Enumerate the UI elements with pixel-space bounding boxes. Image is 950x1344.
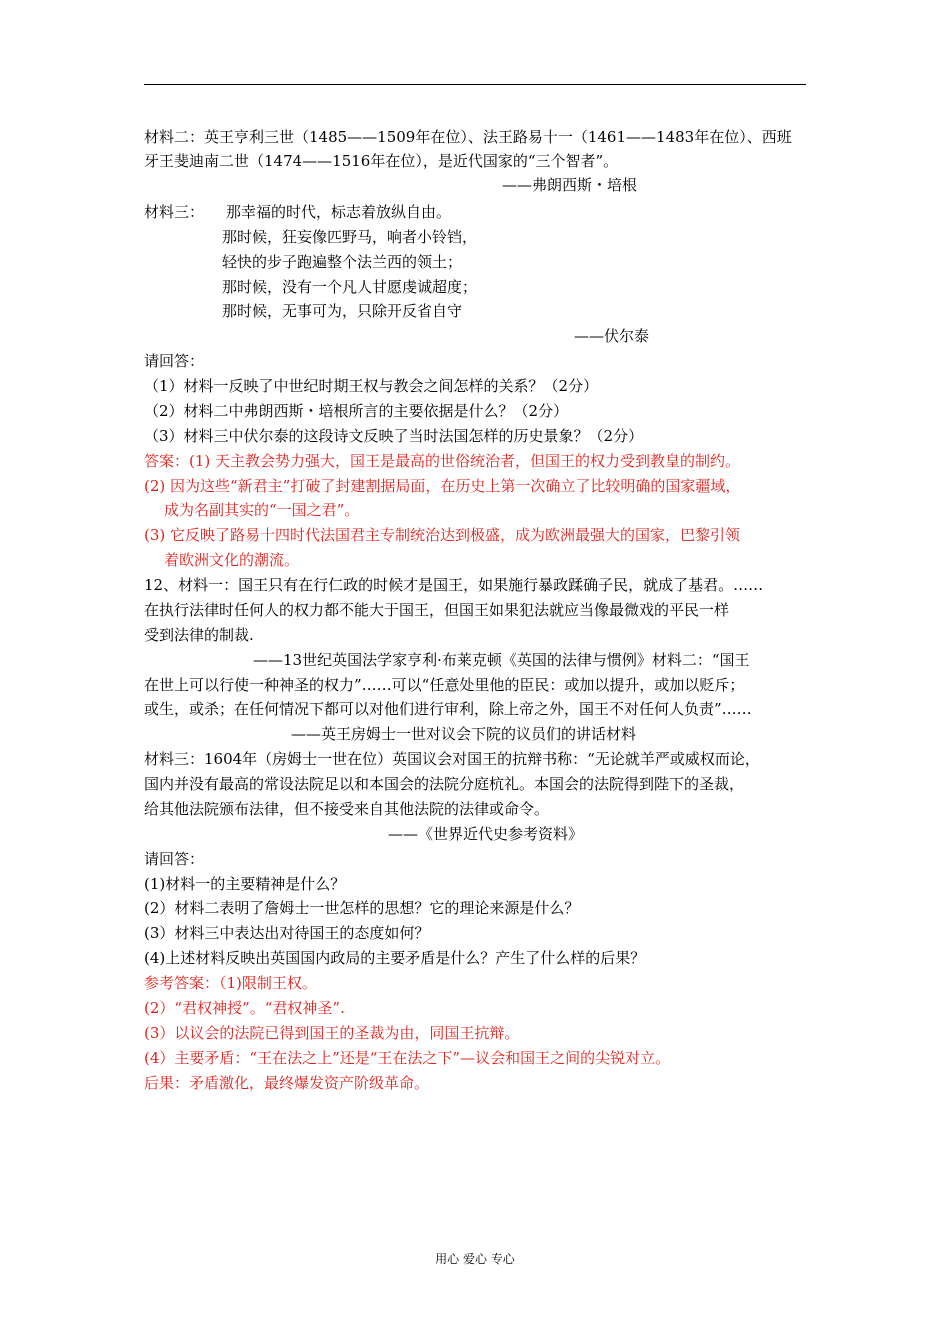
poem-line-4: 那时候，没有一个凡人甘愿虔诚超度； xyxy=(222,278,478,296)
q12-material-two-line-1: ——13世纪英国法学家亨利·布莱克顿《英国的法律与惯例》材料二：“国王 xyxy=(253,651,750,669)
please-answer-1: 请回答： xyxy=(144,352,205,370)
q12-material-three-line-2: 国内并没有最高的常设法院足以和本国会的法院分庭杭礼。本国会的法院得到陛下的圣裁， xyxy=(144,775,745,793)
question-1-2: （2）材料二中弗朗西斯・培根所言的主要依据是什么？（2分） xyxy=(144,402,569,420)
question-1-3: （3）材料三中伏尔泰的这段诗文反映了当时法国怎样的历史景象？（2分） xyxy=(144,427,644,445)
poem-line-2: 那时候，狂妄像匹野马，响者小铃铛， xyxy=(222,228,478,246)
question-12-4: (4)上述材料反映出英国国内政局的主要矛盾是什么？产生了什么样的后果？ xyxy=(144,949,646,967)
question-1-1: （1）材料一反映了中世纪时期王权与教会之间怎样的关系？（2分） xyxy=(144,377,599,395)
answer-1-3-line-1: (3) 它反映了路易十四时代法国君主专制统治达到极盛，成为欧洲最强大的国家，巴黎引领 xyxy=(144,526,741,544)
poem-line-1: 那幸福的时代，标志着放纵自由。 xyxy=(226,203,452,221)
q12-material-one-line-1: 12、材料一：国王只有在行仁政的时候才是国王，如果施行暴政蹂确子民，就成了基君。…… xyxy=(144,576,764,594)
material-three-label: 材料三： xyxy=(144,203,205,221)
material-two-line-2: 牙王斐迪南二世（1474——1516年在位），是近代国家的“三个智者”。 xyxy=(144,152,619,170)
answer-12-3: (3）以议会的法院已得到国王的圣裁为由，同国王抗辩。 xyxy=(144,1024,520,1042)
answer-12-2: (2）“君权神授”。“君权神圣”. xyxy=(144,999,345,1017)
answer-1-2-line-1: (2) 因为这些“新君主”打破了封建割据局面，在历史上第一次确立了比较明确的国家疆域， xyxy=(144,477,741,495)
q12-material-two-line-3: 或生，或杀；在任何情况下都可以对他们进行审利，除上帝之外，国王不对任何人负责”…… xyxy=(144,700,752,718)
answer-12-consequence: 后果：矛盾激化，最终爆发资产阶级革命。 xyxy=(144,1074,430,1092)
q12-material-one-line-3: 受到法律的制裁. xyxy=(144,626,254,644)
q12-material-two-line-2: 在世上可以行使一种神圣的权力”……可以“任意处里他的臣民：或加以提升，或加以贬斥； xyxy=(144,676,745,694)
question-12-1: (1)材料一的主要精神是什么？ xyxy=(144,875,346,893)
material-two-source: ——弗朗西斯・培根 xyxy=(502,176,638,194)
q12-material-three-line-3: 给其他法院颁布法律，但不接受来自其他法院的法律或命令。 xyxy=(144,800,550,818)
poem-source: ——伏尔泰 xyxy=(574,327,650,345)
answer-12-1: 参考答案：（1)限制王权。 xyxy=(144,974,317,992)
poem-line-3: 轻快的步子跑遍整个法兰西的领土； xyxy=(222,253,463,271)
answer-1-3-line-2: 着欧洲文化的潮流。 xyxy=(164,551,300,569)
header-rule xyxy=(144,84,806,85)
poem-line-5: 那时候，无事可为，只除开反省自守 xyxy=(222,302,463,320)
please-answer-2: 请回答： xyxy=(144,850,205,868)
answer-1-1: 答案：(1) 天主教会势力强大，国王是最高的世俗统治者，但国王的权力受到教皇的制约。 xyxy=(144,452,741,470)
q12-material-three-source: ——《世界近代史参考资料》 xyxy=(388,825,584,843)
answer-12-4: (4）主要矛盾：“王在法之上”还是“王在法之下”—议会和国王之间的尖锐对立。 xyxy=(144,1049,671,1067)
q12-material-one-line-2: 在执行法律时任何人的权力都不能大于国王，但国王如果犯法就应当像最微戏的平民一样 xyxy=(144,601,730,619)
material-two-line-1: 材料二：英王亨利三世（1485——1509年在位）、法王路易十一（1461——1483年在位）、西班 xyxy=(144,128,792,146)
page-footer: 用心 爱心 专心 xyxy=(435,1252,515,1266)
answer-1-2-line-2: 成为名副其实的“一国之君”。 xyxy=(164,501,360,519)
q12-material-three-line-1: 材料三：1604年（房姆士一世在位）英国议会对国王的抗辩书称：“无论就羊严或威权而论， xyxy=(144,750,760,768)
q12-material-two-source: ——英王房姆士一世对议会下院的议员们的讲话材料 xyxy=(291,725,637,743)
question-12-3: (3）材料三中表达出对待国王的态度如何？ xyxy=(144,924,430,942)
question-12-2: (2）材料二表明了詹姆士一世怎样的思想？它的理论来源是什么？ xyxy=(144,899,580,917)
